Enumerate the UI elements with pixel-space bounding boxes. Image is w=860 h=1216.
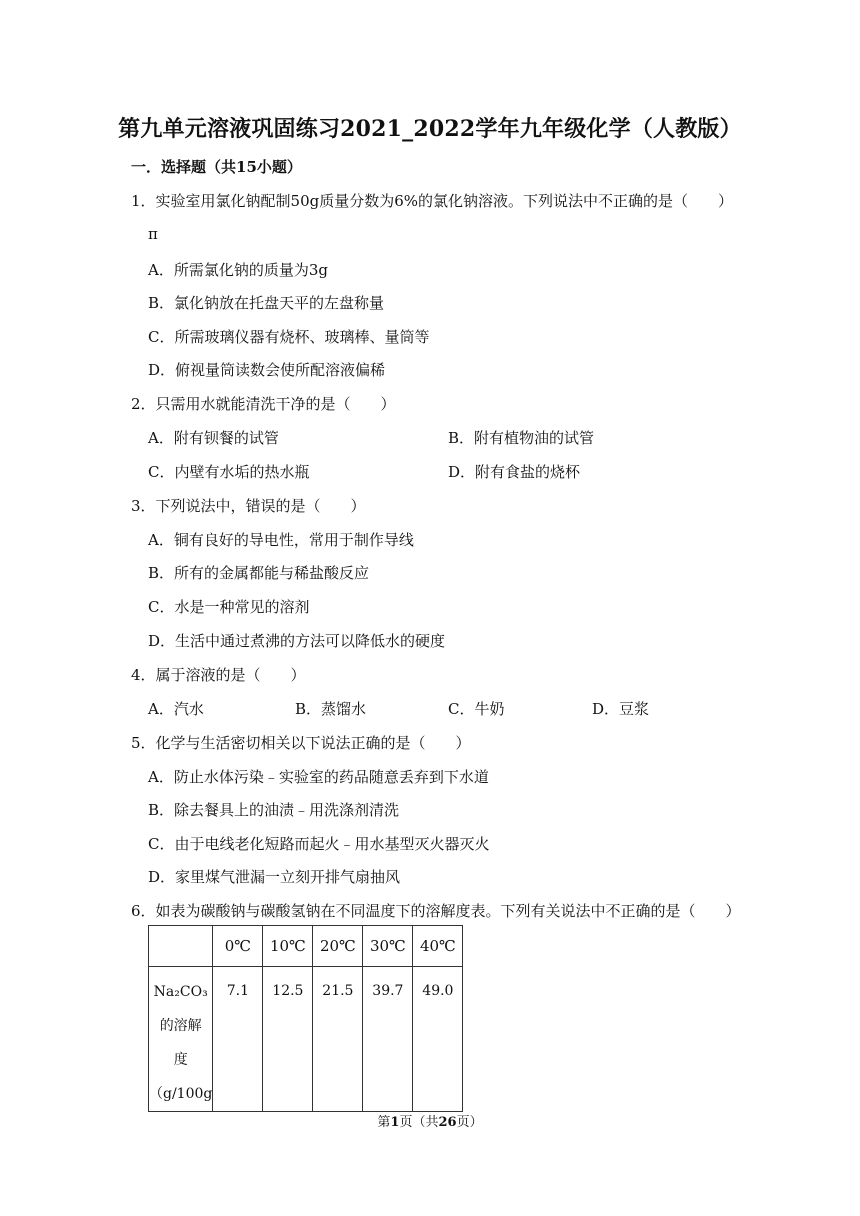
table-cell-value: 7.1 [226,983,249,999]
question-3-stem: 3．下列说法中，错误的是（ ） [131,497,366,515]
row-label-line: 的溶解 [159,1018,202,1034]
question-2-option-c: C．内壁有水垢的热水瓶 [148,463,310,481]
table-header-cell: 0℃ [213,926,263,967]
table-header-row [149,926,463,967]
row-label-line: 度 [173,1052,188,1068]
question-1-stem: 1．实验室用氯化钠配制50g质量分数为6%的氯化钠溶液。下列说法中不正确的是（ ） [131,192,734,210]
question-5-option-b: B．除去餐具上的油渍﹣用洗涤剂清洗 [148,801,400,819]
footer-prefix: 第 [377,1115,391,1130]
question-2-stem: 2．只需用水就能清洗干净的是（ ） [131,395,396,413]
table-cell [313,967,363,1112]
question-1-option-a: A．所需氯化钠的质量为3g [148,261,328,279]
table-cell [213,967,263,1112]
solubility-table [148,925,463,1112]
question-4-stem: 4．属于溶液的是（ ） [131,666,306,684]
table-header-cell: 40℃ [413,926,463,967]
question-4-option-a: A．汽水 [148,700,204,718]
page-title: 第九单元溶液巩固练习2021_2022学年九年级化学（人教版） [118,116,742,142]
table-header-cell: 30℃ [363,926,413,967]
question-3-option-a: A．铜有良好的导电性，常用于制作导线 [148,531,414,549]
table-header-cell: 10℃ [263,926,313,967]
question-5-option-a: A．防止水体污染﹣实验室的药品随意丢弃到下水道 [148,768,489,786]
question-3-option-d: D．生活中通过煮沸的方法可以降低水的硬度 [148,632,446,650]
footer-total-pages: 26 [438,1115,457,1130]
question-5-option-d: D．家里煤气泄漏一立刻开排气扇抽风 [148,868,401,886]
question-4-option-b: B．蒸馏水 [295,700,367,718]
question-5-option-c: C．由于电线老化短路而起火﹣用水基型灭火器灭火 [148,835,490,853]
question-3-option-b: B．所有的金属都能与稀盐酸反应 [148,564,370,582]
question-2-option-a: A．附有钡餐的试管 [148,429,279,447]
question-2-option-d: D．附有食盐的烧杯 [448,463,581,481]
question-1-extra-symbol: π [148,225,158,243]
question-1-option-d: D．俯视量筒读数会使所配溶液偏稀 [148,361,386,379]
question-4-option-d: D．豆浆 [592,700,650,718]
question-5-stem: 5．化学与生活密切相关以下说法正确的是（ ） [131,734,471,752]
table-cell-value: 49.0 [422,983,454,999]
table-header-cell: 20℃ [313,926,363,967]
question-6-stem: 6．如表为碳酸钠与碳酸氢钠在不同温度下的溶解度表。下列有关说法中不正确的是（ ） [131,902,741,920]
table-row-label [149,967,213,1112]
table-cell [363,967,413,1112]
question-4-option-c: C．牛奶 [448,700,505,718]
table-cell [413,967,463,1112]
page-footer [0,1111,860,1130]
question-1-option-c: C．所需玻璃仪器有烧杯、玻璃棒、量筒等 [148,328,430,346]
footer-suffix: 页） [456,1115,483,1130]
footer-middle: 页（共 [399,1115,439,1130]
table-cell-value: 39.7 [372,983,404,999]
table-cell-value: 12.5 [272,983,304,999]
row-label-line: （g/100g [149,1086,213,1102]
table-cell-value: 21.5 [322,983,354,999]
question-1-option-b: B．氯化钠放在托盘天平的左盘称量 [148,294,385,312]
question-2-option-b: B．附有植物油的试管 [448,429,595,447]
table-header-cell [149,926,213,967]
table-row [149,967,463,1112]
row-label-line: Na₂CO₃ [153,984,208,1000]
question-3-option-c: C．水是一种常见的溶剂 [148,598,310,616]
section-heading: 一．选择题（共15小题） [131,158,302,176]
footer-page-number: 1 [390,1115,400,1130]
table-cell [263,967,313,1112]
